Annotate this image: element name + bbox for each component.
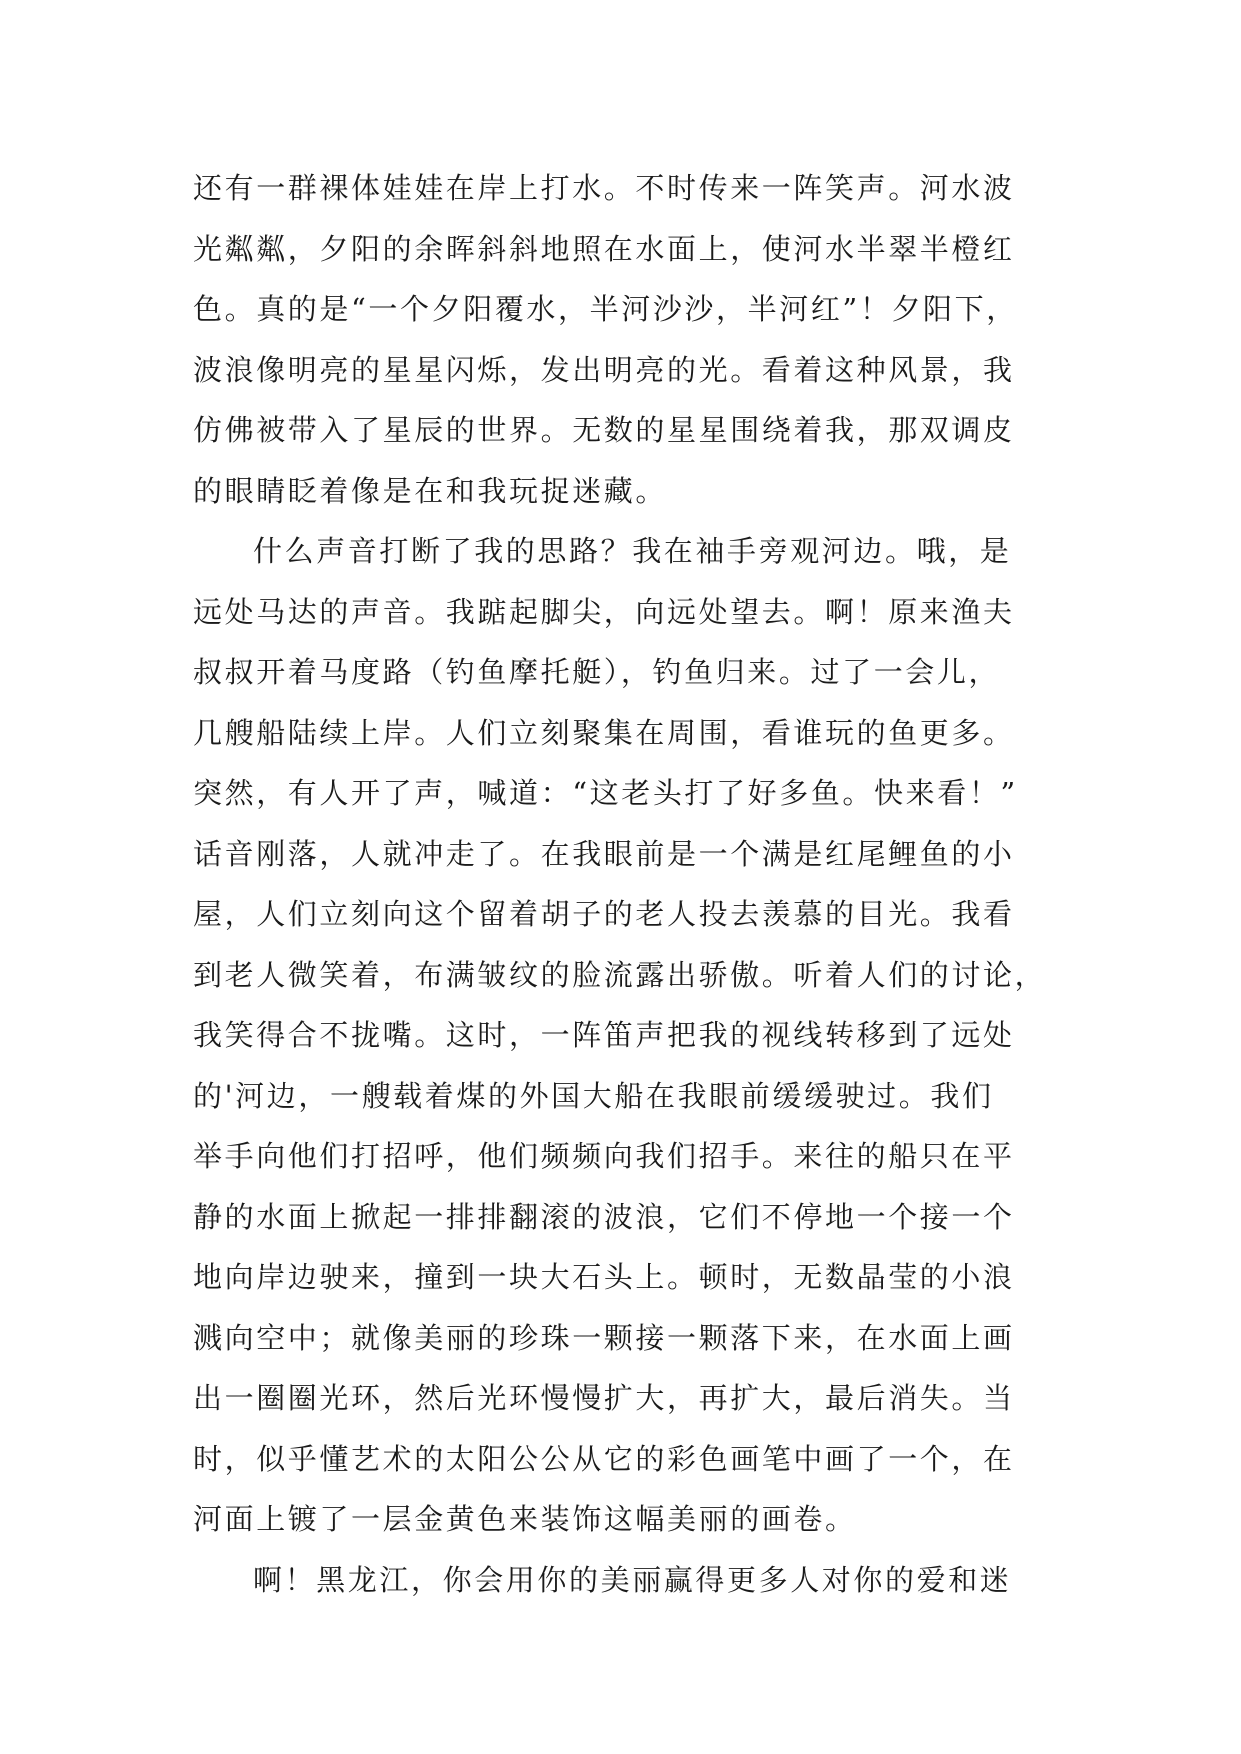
text-line: 远处马达的声音。我踮起脚尖，向远处望去。啊！原来渔夫	[193, 594, 1015, 629]
text-line: 举手向他们打招呼，他们频频向我们招手。来往的船只在平	[193, 1139, 1015, 1173]
text-line: 屋，人们立刻向这个留着胡子的老人投去羡慕的目光。我看	[193, 897, 1015, 931]
text-line: 光粼粼，夕阳的余晖斜斜地照在水面上，使河水半翠半橙红	[193, 231, 1015, 266]
text-line: 静的水面上掀起一排排翻滚的波浪，它们不停地一个接一个	[193, 1199, 1015, 1234]
text-line: 地向岸边驶来，撞到一块大石头上。顿时，无数晶莹的小浪	[193, 1260, 1015, 1294]
text-line: 溅向空中；就像美丽的珍珠一颗接一颗落下来，在水面上画	[193, 1320, 1015, 1355]
text-line: 话音刚落，人就冲走了。在我眼前是一个满是红尾鲤鱼的小	[193, 836, 1015, 871]
text-line: 色。真的是“一个夕阳覆水，半河沙沙，半河红”！夕阳下，	[193, 292, 1018, 326]
text-line: 到老人微笑着，布满皱纹的脸流露出骄傲。听着人们的讨论，	[193, 957, 1047, 992]
text-line: 的眼睛眨着像是在和我玩捉迷藏。	[193, 473, 668, 508]
text-line: 还有一群裸体娃娃在岸上打水。不时传来一阵笑声。河水波	[193, 171, 1015, 205]
text-line: 出一圈圈光环，然后光环慢慢扩大，再扩大，最后消失。当	[193, 1381, 1015, 1415]
text-line: 时，似乎懂艺术的太阳公公从它的彩色画笔中画了一个，在	[193, 1441, 1015, 1476]
text-line: 河面上镀了一层金黄色来装饰这幅美丽的画卷。	[193, 1502, 857, 1536]
paragraph-first-line: 啊！黑龙江，你会用你的美丽赢得更多人对你的爱和迷	[253, 1562, 1012, 1597]
paragraph-first-line: 什么声音打断了我的思路？我在袖手旁观河边。哦，是	[253, 534, 1012, 568]
body-text	[193, 158, 1063, 1610]
text-line: 波浪像明亮的星星闪烁，发出明亮的光。看着这种风景，我	[193, 352, 1015, 387]
text-line: 我笑得合不拢嘴。这时，一阵笛声把我的视线转移到了远处	[193, 1018, 1015, 1052]
text-line: 几艘船陆续上岸。人们立刻聚集在周围，看谁玩的鱼更多。	[193, 715, 1015, 750]
text-line: 叔叔开着马度路（钓鱼摩托艇），钓鱼归来。过了一会儿，	[193, 655, 1001, 689]
text-line: 的'河边，一艘载着煤的外国大船在我眼前缓缓驶过。我们	[193, 1078, 994, 1113]
text-line: 仿佛被带入了星辰的世界。无数的星星围绕着我，那双调皮	[193, 413, 1015, 447]
text-line: 突然，有人开了声，喊道：“这老头打了好多鱼。快来看！”	[193, 776, 1018, 810]
